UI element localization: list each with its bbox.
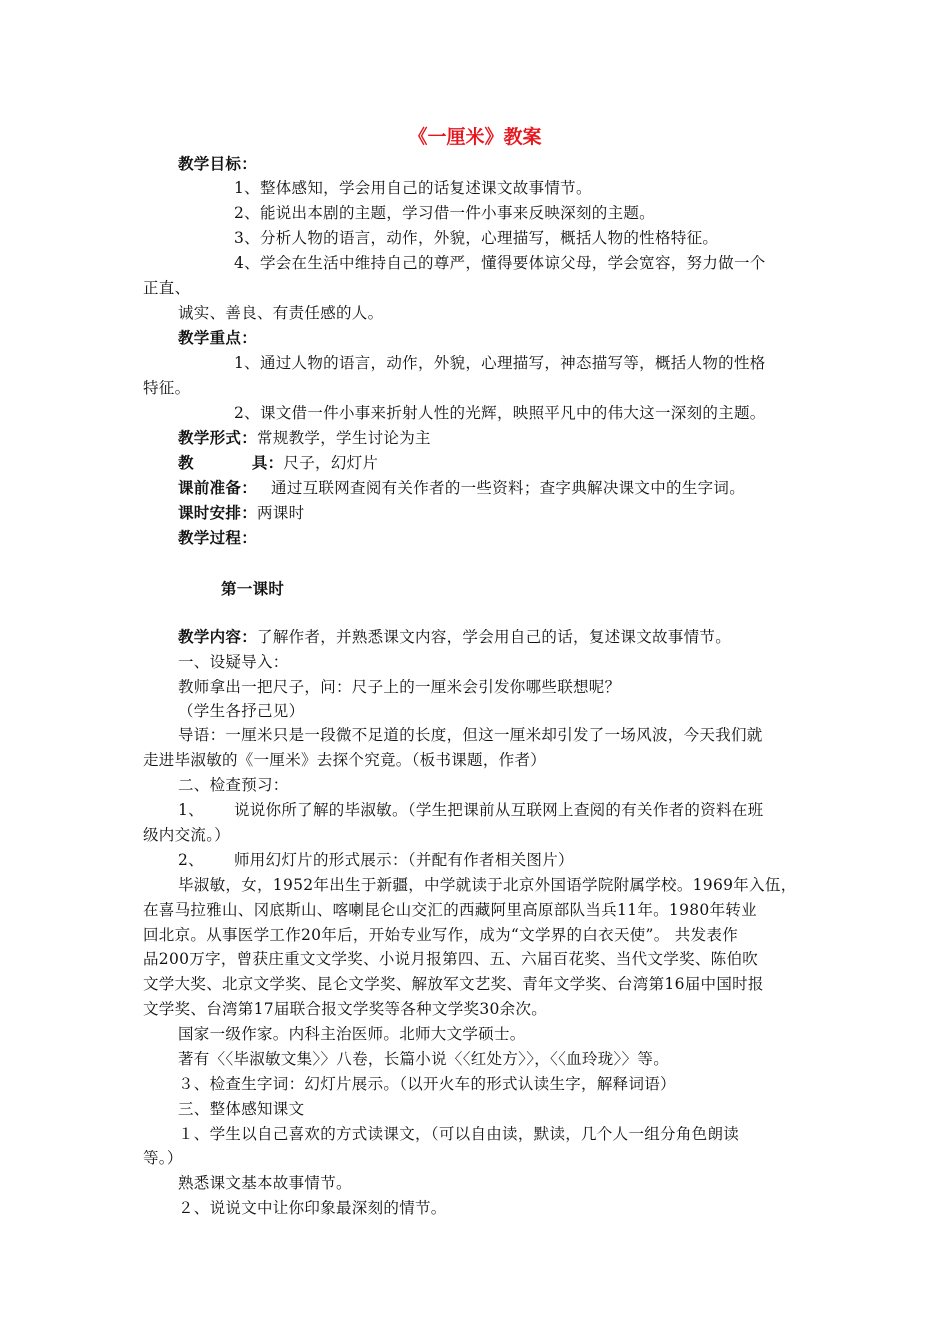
teaching-tools (178, 452, 378, 474)
teaching-tools-label-b: 具： (251, 454, 284, 472)
class-schedule-value: 两课时 (257, 504, 305, 522)
numbered-line (178, 849, 574, 871)
body-line: 等。） (143, 1149, 183, 1167)
body-line: 熟悉课文基本故事情节。 (178, 1174, 352, 1192)
teaching-form (178, 427, 431, 449)
teaching-tools-value: 尺子，幻灯片 (283, 454, 379, 472)
class-prep (178, 477, 745, 499)
objective-item: 3、分析人物的语言，动作，外貌，心理描写，概括人物的性格特征。 (234, 229, 719, 247)
item-number: 2、 (178, 851, 204, 869)
class-prep-label: 课前准备： (178, 479, 258, 497)
item-number: 1、 (178, 801, 204, 819)
lesson-heading: 第一课时 (221, 580, 285, 598)
body-line: 导语：一厘米只是一段微不足道的长度，但这一厘米却引发了一场风波，今天我们就 (178, 726, 763, 744)
objective-item: 1、整体感知，学会用自己的话复述课文故事情节。 (234, 179, 592, 197)
body-line: ２、说说文中让你印象最深刻的情节。 (178, 1199, 447, 1217)
numbered-line (178, 799, 763, 821)
body-line: 国家一级作家。内科主治医师。北师大文学硕士。 (178, 1025, 526, 1043)
key-point-item: 2、课文借一件小事来折射人性的光辉，映照平凡中的伟大这一深刻的主题。 (234, 404, 766, 422)
key-point-item: 1、通过人物的语言，动作，外貌，心理描写，神态描写等，概括人物的性格 (234, 354, 766, 372)
body-line: ３、检查生字词：幻灯片展示。（以开火车的形式认读生字，解释词语） (178, 1075, 676, 1093)
body-line: 文学奖、台湾第17届联合报文学奖等各种文学奖30余次。 (143, 1000, 548, 1018)
key-points-label: 教学重点： (178, 329, 258, 347)
objective-item: 正直、 (143, 279, 191, 297)
teaching-tools-label-a: 教 (178, 454, 194, 472)
objective-item: 4、学会在生活中维持自己的尊严，懂得要体谅父母，学会宽容，努力做一个 (234, 254, 766, 272)
lesson-content-label: 教学内容： (178, 628, 258, 646)
body-line: 品200万字，曾获庄重文文学奖、小说月报第四、五、六届百花奖、当代文学奖、陈伯吹 (143, 950, 759, 968)
item-text: 说说你所了解的毕淑敏。（学生把课前从互联网上查阅的有关作者的资料在班 (233, 801, 764, 819)
class-prep-value: 通过互联网查阅有关作者的一些资料；查字典解决课文中的生字词。 (271, 479, 746, 497)
body-line: 在喜马拉雅山、冈底斯山、喀喇昆仑山交汇的西藏阿里高原部队当兵11年。1980年转业 (143, 901, 757, 919)
body-line: 三、整体感知课文 (178, 1100, 305, 1118)
body-line: 著有〈〈毕淑敏文集〉〉八卷，长篇小说〈〈红处方〉〉，〈〈血玲珑〉〉等。 (178, 1050, 670, 1068)
key-point-item: 特征。 (143, 379, 191, 397)
process-label: 教学过程： (178, 529, 258, 547)
body-line: 回北京。从事医学工作20年后，开始专业写作，成为“文学界的白衣天使”。 共发表作 (143, 926, 739, 944)
item-text: 师用幻灯片的形式展示：（并配有作者相关图片） (233, 851, 574, 869)
teaching-form-value: 常规教学，学生讨论为主 (257, 429, 431, 447)
body-line: １、学生以自己喜欢的方式读课文，（可以自由读，默读，几个人一组分角色朗读 (178, 1125, 740, 1143)
objective-item: 2、能说出本剧的主题，学习借一件小事来反映深刻的主题。 (234, 204, 655, 222)
lesson-content-value: 了解作者，并熟悉课文内容，学会用自己的话，复述课文故事情节。 (257, 628, 732, 646)
body-line: 级内交流。） (143, 826, 231, 844)
body-line: 文学大奖、北京文学奖、昆仑文学奖、解放军文艺奖、青年文学奖、台湾第16届中国时报 (143, 975, 764, 993)
body-line: 二、检查预习： (178, 776, 289, 794)
body-line: （学生各抒己见） (178, 702, 305, 720)
class-schedule (178, 502, 304, 524)
document-title: 《一厘米》教案 (408, 126, 542, 148)
body-line: 毕淑敏，女，1952年出生于新疆，中学就读于北京外国语学院附属学校。1969年入伍， (178, 876, 797, 894)
objectives-label: 教学目标： (178, 155, 258, 173)
lesson-content (178, 626, 731, 648)
class-schedule-label: 课时安排： (178, 504, 258, 522)
objective-item: 诚实、善良、有责任感的人。 (178, 304, 384, 322)
teaching-form-label: 教学形式： (178, 429, 258, 447)
body-line: 走进毕淑敏的《一厘米》去探个究竟。（板书课题，作者） (143, 751, 547, 769)
body-line: 一、设疑导入： (178, 653, 289, 671)
body-line: 教师拿出一把尺子，问：尺子上的一厘米会引发你哪些联想呢？ (178, 678, 621, 696)
